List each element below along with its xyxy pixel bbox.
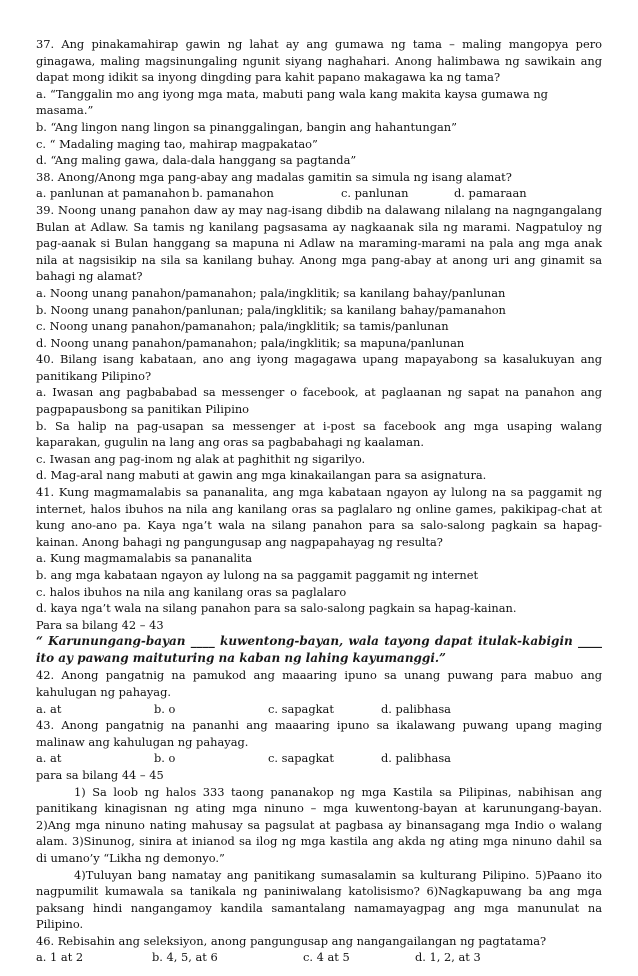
q43-choice-c: c. sapagkat <box>268 751 334 766</box>
q41-stem: 41. Kung magmamalabis sa pananalita, ang mga kabataan ngayon ay lulong na sa paggamit ng internet, halos ibuhos na nila ang kanilang oras sa paglalaro ng online games, pakikipag-chat at kung ano-ano pa. Kaya nga’t wala na silang panahon para sa salo-salong pagkain sa hapag-kainan. Anong bahagi ng pangungusap ang nagpapahayag ng resulta? <box>36 485 602 549</box>
q39-choice-a: a. Noong unang panahon/pamanahon; pala/ingklitik; sa kanilang bahay/panlunan <box>36 285 506 300</box>
q43-choice-b: b. o <box>154 751 176 766</box>
q46-stem: 46. Rebisahin ang seleksiyon, anong pangungusap ang nangangailangan ng pagtatama? <box>36 933 547 948</box>
q46-choice-c: c. 4 at 5 <box>303 950 350 965</box>
q43-choice-a: a. at <box>36 751 62 766</box>
section-header-44-45: para sa bilang 44 – 45 <box>36 767 164 782</box>
q42-choice-a: a. at <box>36 701 62 716</box>
q38-choice-b: b. pamanahon <box>192 186 274 201</box>
q43-choices <box>36 750 602 767</box>
q43-choice-d: d. palibhasa <box>381 751 451 766</box>
section-header-42-43: Para sa bilang 42 – 43 <box>36 617 164 632</box>
q37-choice-d: d. “Ang maling gawa, dala-dala hanggang sa pagtanda” <box>36 153 357 168</box>
q38-choice-a: a. panlunan at pamanahon <box>36 186 190 201</box>
q41-choice-b: b. ang mga kabataan ngayon ay lulong na sa paggamit paggamit ng internet <box>36 568 479 582</box>
q41-choice-c: c. halos ibuhos na nila ang kanilang oras sa paglalaro <box>36 584 347 599</box>
q39-choice-d: d. Noong unang panahon/pamanahon; pala/ingklitik; sa mapuna/panlunan <box>36 335 465 350</box>
q40-choice-a: a. Iwasan ang pagbababad sa messenger o facebook, at paglaanan ng sapat na panahon ang pagpapausbong sa panitikan Pilipino <box>36 385 602 417</box>
q41-choice-a: a. Kung magmamalabis sa pananalita <box>36 551 253 566</box>
q42-choice-b: b. o <box>154 701 176 716</box>
q41-choice-d: d. kaya nga’t wala na silang panahon para sa salo-salong pagkain sa hapag-kainan. <box>36 601 517 616</box>
q38-choice-d: d. pamaraan <box>454 186 527 201</box>
q38-stem: 38. Anong/Anong mga pang-abay ang madalas gamitin sa simula ng isang alamat? <box>36 169 512 184</box>
q39-choice-c: c. Noong unang panahon/pamanahon; pala/ingklitik; sa tamis/panlunan <box>36 319 449 334</box>
q38-choices <box>36 185 602 202</box>
q40-choice-b: b. Sa halip na pag-usapan sa messenger at i-post sa facebook ang mga usaping walang kaparakan, gugulin na lang ang oras sa pagbabahagi ng kaalaman. <box>36 418 602 450</box>
q46-choice-a: a. 1 at 2 <box>36 950 84 965</box>
q46-choice-b: b. 4, 5, at 6 <box>152 950 218 965</box>
q40-choice-d: d. Mag-aral nang mabuti at gawin ang mga kinakailangan para sa asignatura. <box>36 468 487 483</box>
q46-choices <box>36 949 602 966</box>
passage-paragraph-2: 4)Tuluyan bang namatay ang panitikang sumasalamin sa kulturang Pilipino. 5)Paano ito nagpumilit kumawala sa tanikala ng paniniwalang katolisismo? 6)Nagkapuwang ba ang mga paksang hindi nangangamoy kandila samantalang namamayagpag ang mga manunulat na Pilipino. <box>36 867 602 932</box>
q37-stem: 37. Ang pinakamahirap gawin ng lahat ay ang gumawa ng tama – maling mangopya pero ginagawa, maling magsinungaling ngunit siyang naghahari. Anong halimbawa ng sawikain ang dapat mong idikit sa inyong dingding para kahit papano makagawa ka ng tama? <box>36 37 602 85</box>
q37-choice-c: c. “ Madaling maging tao, mahirap magpakatao” <box>36 136 318 151</box>
passage-paragraph-1: 1) Sa loob ng halos 333 taong pananakop ng mga Kastila sa Pilipinas, nabihisan ang panitikang kinagisnan ng ating mga ninuno – mga kuwentong-bayan at karunungang-bayan. 2)Ang mga ninuno nating mahusay sa pagsulat at pagbasa ay binansagang mga Indio o walang alam. 3)Sinunog, sinira at inianod sa ilog ng mga kastila ang akda ng ating mga ninuno dahil sa di umano’y “Likha ng demonyo.” <box>36 784 602 865</box>
q37-choice-a: a. “Tanggalin mo ang iyong mga mata, mabuti pang wala kang makita kaysa gumawa ng masama.” <box>36 86 548 118</box>
q43-stem: 43. Anong pangatnig na pananhi ang maaaring ipuno sa ikalawang puwang upang maging malinaw ang kahulugan ng pahayag. <box>36 718 602 749</box>
q42-choices <box>36 701 602 718</box>
q42-stem: 42. Anong pangatnig na pamukod ang maaaring ipuno sa unang puwang para mabuo ang kahulugan ng pahayag. <box>36 668 602 699</box>
q39-stem: 39. Noong unang panahon daw ay may nag-isang dibdib na dalawang nilalang na nagngangalang Bulan at Adlaw. Sa tamis ng kanilang pagsasama ay nagkaanak sila ng marami. Nagpatuloy ng pag-aanak si Bulan hanggang sa mapuna ni Adlaw na maraming-marami na pala ang mga anak nila at nagsisikip na sila sa kanilang buhay. Anong mga pang-abay at anong uri ang ginamit sa bahagi ng alamat? <box>36 202 602 284</box>
quote-passage: “ Karunungang-bayan ____ kuwentong-bayan, wala tayong dapat itulak-kabigin ____ ito ay pawang maituturing na kaban ng lahing kayumanggi.” <box>36 634 602 666</box>
q40-stem: 40. Bilang isang kabataan, ano ang iyong magagawa upang mapayabong sa kasalukuyan ang panitikang Pilipino? <box>36 352 602 383</box>
q37-choice-b: b. “Ang lingon nang lingon sa pinanggalingan, bangin ang hahantungan” <box>36 119 457 134</box>
q40-choice-c: c. Iwasan ang pag-inom ng alak at paghithit ng sigarilyo. <box>36 451 366 466</box>
q38-choice-c: c. panlunan <box>341 186 409 201</box>
q39-choice-b: b. Noong unang panahon/panlunan; pala/ingklitik; sa kanilang bahay/pamanahon <box>36 302 506 317</box>
q42-choice-d: d. palibhasa <box>381 701 451 716</box>
q42-choice-c: c. sapagkat <box>268 701 334 716</box>
q46-choice-d: d. 1, 2, at 3 <box>415 950 481 965</box>
